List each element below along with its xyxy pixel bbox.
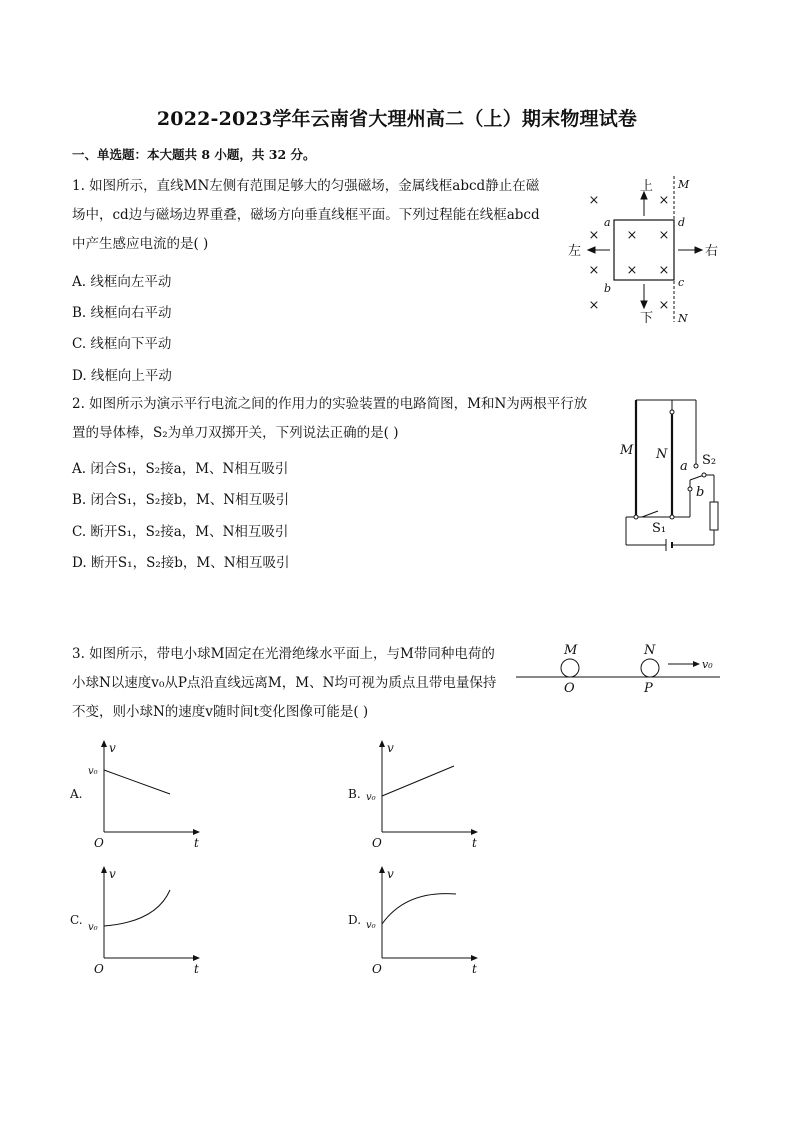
velocity-curve (104, 770, 170, 794)
question-1-line: 中产生感应电流的是( ) (72, 236, 209, 252)
question-3 (72, 644, 496, 722)
question-3-line: 小球N以速度v₀从P点沿直线远离M，M、N均可视为质点且带电量保持 (72, 675, 497, 691)
line-label-m: M (678, 178, 690, 191)
graph-option-b[interactable] (344, 736, 494, 848)
vt-graph (344, 736, 494, 848)
point-o-label: O (564, 681, 575, 696)
label-up: 上 (640, 179, 654, 194)
corner-c: c (678, 276, 685, 289)
v-axis-label: v (387, 741, 394, 755)
terminal-a-label: a (680, 459, 688, 474)
origin-label: O (372, 962, 382, 974)
velocity-curve (382, 766, 454, 796)
v-axis-arrow (379, 740, 385, 747)
field-cross: × (626, 263, 638, 278)
label-down: 下 (640, 311, 654, 326)
graph-option-c[interactable] (66, 862, 216, 974)
line-label-n: N (678, 312, 688, 325)
field-cross: × (588, 298, 600, 313)
graph-option-d[interactable] (344, 862, 494, 974)
field-cross: × (658, 193, 670, 208)
label-left: 左 (568, 244, 582, 259)
question-3-line: 不变，则小球N的速度v随时间t变化图像可能是( ) (72, 704, 369, 720)
field-cross: × (626, 228, 638, 243)
ball-n-label: N (644, 643, 656, 658)
v-axis-label: v (109, 741, 116, 755)
v0-label: v₀ (88, 922, 98, 933)
label-right: 右 (705, 244, 719, 259)
v0-label: v₀ (366, 792, 376, 803)
origin-label: O (94, 836, 104, 848)
question-2-figure (612, 392, 727, 557)
page-title: 2022-2023学年云南省大理州高二（上）期末物理试卷 (156, 108, 638, 130)
question-2-line: 置的导体棒，S₂为单刀双掷开关，下列说法正确的是( ) (72, 425, 399, 441)
question-2-option-d[interactable]: D. 断开S₁，S₂接b，M、N相互吸引 (72, 555, 290, 571)
corner-a: a (604, 216, 611, 229)
t-axis-label: t (194, 836, 199, 848)
vt-graph (344, 862, 494, 974)
rod-m-label: M (620, 443, 634, 458)
t-axis-arrow (193, 829, 200, 835)
question-1-option-d[interactable]: D. 线框向上平动 (72, 368, 172, 384)
terminal-b-label: b (696, 485, 705, 500)
velocity-label: v₀ (702, 658, 713, 671)
field-cross: × (658, 263, 670, 278)
t-axis-arrow (471, 955, 478, 961)
question-3-setup-figure (514, 640, 724, 700)
question-2-line: 2. 如图所示为演示平行电流之间的作用力的实验装置的电路简图，M和N为两根平行放 (72, 396, 588, 412)
rod-n-label: N (656, 447, 668, 462)
v-axis-arrow (101, 866, 107, 873)
vt-graph (66, 736, 216, 848)
v-axis-label: v (387, 867, 394, 881)
section-header: 一、单选题：本大题共 8 小题，共 32 分。 (72, 147, 316, 162)
v-axis-arrow (101, 740, 107, 747)
field-cross: × (588, 228, 600, 243)
corner-b: b (604, 282, 612, 295)
question-2 (72, 394, 587, 443)
question-2-option-c[interactable]: C. 断开S₁，S₂接a，M、N相互吸引 (72, 524, 289, 540)
question-1-option-b[interactable]: B. 线框向右平动 (72, 305, 172, 321)
origin-label: O (372, 836, 382, 848)
switch-s1-label: S₁ (652, 521, 667, 536)
field-cross: × (658, 298, 670, 313)
question-1 (72, 176, 540, 254)
question-3-line: 3. 如图所示，带电小球M固定在光滑绝缘水平面上，与M带同种电荷的 (72, 646, 495, 662)
velocity-curve (382, 894, 456, 924)
v-axis-arrow (379, 866, 385, 873)
graph-option-label: C. (70, 913, 83, 927)
question-1-line: 1. 如图所示，直线MN左侧有范围足够大的匀强磁场，金属线框abcd静止在磁 (72, 178, 540, 194)
t-axis-arrow (193, 955, 200, 961)
t-axis-arrow (471, 829, 478, 835)
field-cross: × (588, 193, 600, 208)
ball-m-label: M (564, 643, 578, 658)
t-axis-label: t (194, 962, 199, 974)
vt-graph (66, 862, 216, 974)
graph-option-label: B. (348, 787, 361, 801)
question-1-option-a[interactable]: A. 线框向左平动 (72, 274, 172, 290)
question-1-figure (560, 172, 730, 332)
question-2-option-b[interactable]: B. 闭合S₁，S₂接b，M、N相互吸引 (72, 492, 290, 508)
graph-option-label: D. (348, 913, 362, 927)
v-axis-label: v (109, 867, 116, 881)
point-p-label: P (644, 681, 653, 696)
origin-label: O (94, 962, 104, 974)
graph-option-a[interactable] (66, 736, 216, 848)
graph-option-label: A. (70, 787, 83, 801)
velocity-curve (104, 890, 170, 926)
switch-s2-label: S₂ (702, 453, 717, 468)
field-cross: × (658, 228, 670, 243)
v0-label: v₀ (88, 766, 98, 777)
question-2-option-a[interactable]: A. 闭合S₁，S₂接a，M、N相互吸引 (72, 461, 289, 477)
corner-d: d (678, 216, 686, 229)
question-1-option-c[interactable]: C. 线框向下平动 (72, 336, 172, 352)
t-axis-label: t (472, 836, 477, 848)
v0-label: v₀ (366, 920, 376, 931)
t-axis-label: t (472, 962, 477, 974)
field-cross: × (588, 263, 600, 278)
question-1-line: 场中，cd边与磁场边界重叠，磁场方向垂直线框平面。下列过程能在线框abcd (72, 207, 540, 223)
